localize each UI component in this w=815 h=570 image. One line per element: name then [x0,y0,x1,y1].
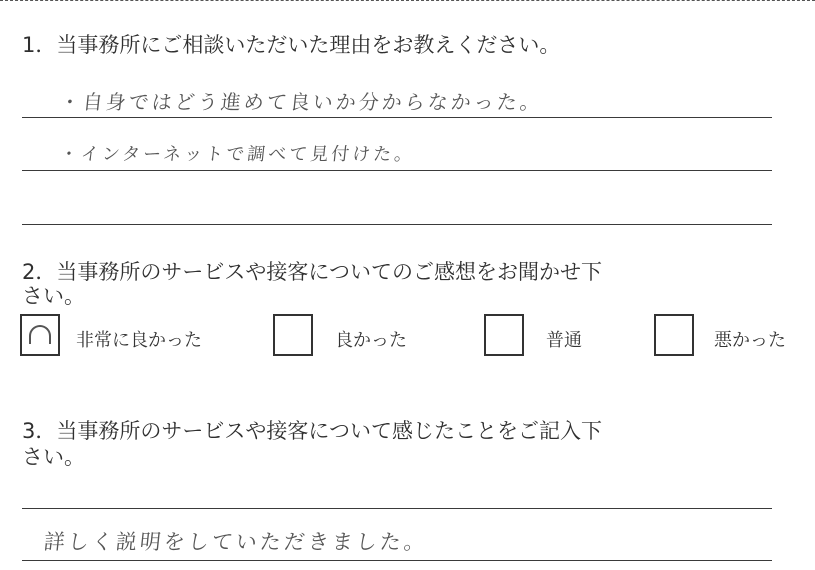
checkbox-very-good[interactable] [20,314,60,356]
question-3-answer: 詳しく説明をしていただきました。 [42,530,430,554]
checkbox-bad[interactable] [654,314,694,356]
answer-line [22,508,772,509]
checkbox-average[interactable] [484,314,524,356]
question-3-title-line2: さい。 [22,445,85,469]
answer-line [22,224,772,225]
question-1-answer-1: ・自身ではどう進めて良いか分からなかった。 [58,90,545,114]
answer-line [22,170,772,171]
option-label: 非常に良かった [76,330,202,351]
question-3-title-line1: 3．当事務所のサービスや接客について感じたことをご記入下 [22,419,602,443]
question-1-title: 1．当事務所にご相談いただいた理由をお教えください。 [22,33,561,57]
option-label: 普通 [546,330,582,351]
answer-line [22,560,772,561]
circle-mark-icon [29,325,51,344]
checkbox-good[interactable] [273,314,313,356]
option-label: 悪かった [714,330,786,351]
answer-line [22,117,772,118]
question-2-title-line2: さい。 [22,284,85,308]
form-top-border [0,0,815,1]
question-1-answer-2: ・インターネットで調べて見付けた。 [58,144,417,165]
question-2-title-line1: 2．当事務所のサービスや接客についてのご感想をお聞かせ下 [22,260,602,284]
option-label: 良かった [335,330,407,351]
